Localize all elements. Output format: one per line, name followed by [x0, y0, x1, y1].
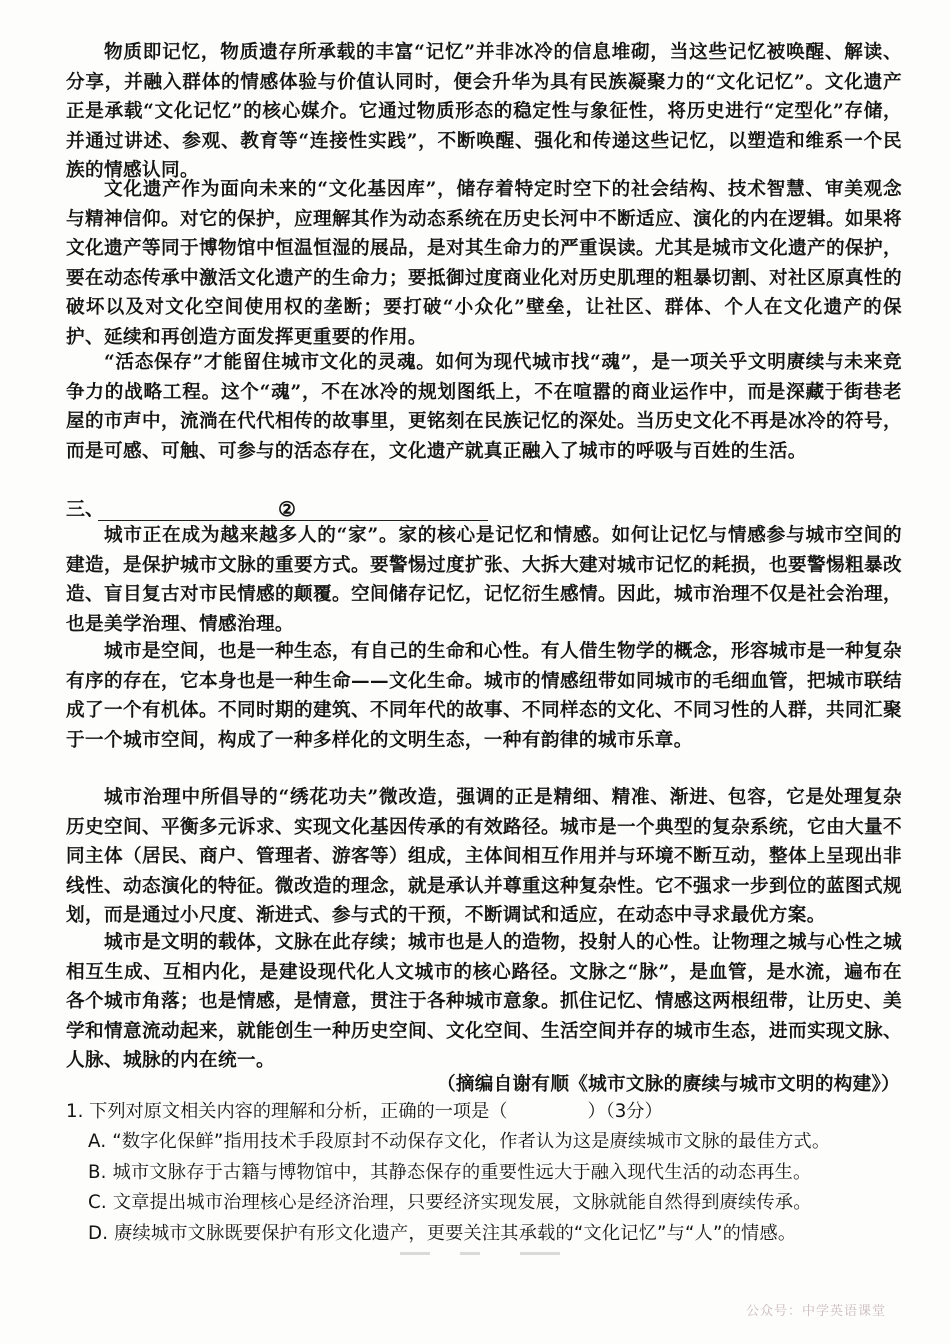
faint-scan-marks: [400, 1250, 600, 1258]
paragraph-2: 文化遗产作为面向未来的“文化基因库”，储存着特定时空下的社会结构、技术智慧、审美观念与精神信仰。对它的保护，应理解其作为动态系统在历史长河中不断适应、演化的内在逻辑。如果将文化遗产等同于博物馆中恒温恒湿的展品，是对其生命力的严重误读。尤其是城市文化遗产的保护，要在动态传承中激活文化遗产的生命力；要抵御过度商业化对历史肌理的粗暴切割、对社区原真性的破坏以及对文化空间使用权的垄断；要打破“小众化”壁垒，让社区、群体、个人在文化遗产的保护、延续和再创造方面发挥更重要的作用。: [66, 179, 902, 348]
paragraph-5: 城市是空间，也是一种生态，有自己的生命和心性。有人借生物学的概念，形容城市是一种复杂有序的存在，它本身也是一种生命——文化生命。城市的情感纽带如同城市的毛细血管，把城市联结成了一个有机体。不同时期的建筑、不同年代的故事、不同样态的文化、不同习性的人群，共同汇聚于一个城市空间，构成了一种多样化的文明生态，一种有韵律的城市乐章。: [66, 641, 902, 751]
paragraph-6: 城市治理中所倡导的“绣花功夫”微改造，强调的正是精细、精准、渐进、包容，它是处理复杂历史空间、平衡多元诉求、实现文化基因传承的有效路径。城市是一个典型的复杂系统，它由大量不同主体（居民、商户、管理者、游客等）组成，主体间相互作用并与环境不断互动，整体上呈现出非线性、动态演化的特征。微改造的理念，就是承认并尊重这种复杂性。它不强求一步到位的蓝图式规划，而是通过小尺度、渐进式、参与式的干预，不断调试和适应，在动态中寻求最优方案。: [66, 787, 902, 927]
question-score: ）（3分）: [587, 1101, 663, 1122]
question-stem-text: 1. 下列对原文相关内容的理解和分析，正确的一项是（: [66, 1101, 508, 1122]
section-number: 三、: [66, 498, 105, 520]
paragraph-4: 城市正在成为越来越多人的“家”。家的核心是记忆和情感。如何让记忆与情感参与城市空间的建造，是保护城市文脉的重要方式。要警惕过度扩张、大拆大建对城市记忆的耗损，也要警惕粗暴改造、盲目复古对市民情感的颠覆。空间储存记忆，记忆衍生感情。因此，城市治理不仅是社会治理，也是美学治理、情感治理。: [66, 525, 902, 635]
section-heading: [66, 494, 486, 524]
paragraph-7: 城市是文明的载体，文脉在此存续；城市也是人的造物，投射人的心性。让物理之城与心性之城相互生成、互相内化，是建设现代化人文城市的核心路径。文脉之“脉”，是血管，是水流，遍布在各个城市角落；也是情感，是情意，贯注于各种城市意象。抓住记忆、情感这两根纽带，让历史、美学和情意流动起来，就能创生一种历史空间、文化空间、生活空间并存的城市生态，进而实现文脉、人脉、城脉的内在统一。: [66, 932, 902, 1072]
question-stem: [66, 1097, 916, 1127]
option-b[interactable]: B. 城市文脉存于古籍与博物馆中，其静态保存的重要性远大于融入现代生活的动态再生。: [88, 1161, 812, 1183]
watermark-text: 公众号：中学英语课堂: [745, 1304, 886, 1319]
option-a[interactable]: A. “数字化保鲜”指用技术手段原封不动保存文化，作者认为这是赓续城市文脉的最佳方式。: [88, 1131, 831, 1152]
paragraph-3: “活态保存”才能留住城市文化的灵魂。如何为现代城市找“魂”，是一项关乎文明赓续与未来竞争力的战略工程。这个“魂”，不在冰冷的规划图纸上，不在喧嚣的商业运作中，而是深藏于街巷老屋的市声中，流淌在代代相传的故事里，更铭刻在民族记忆的深处。当历史文化不再是冰冷的符号，而是可感、可触、可参与的活态存在，文化遗产就真正融入了城市的呼吸与百姓的生活。: [66, 352, 902, 462]
option-c[interactable]: C. 文章提出城市治理核心是经济治理，只要经济实现发展，文脉就能自然得到赓续传承。: [88, 1192, 812, 1213]
question-1: [66, 1097, 916, 1249]
source-citation: （摘编自谢有顺《城市文脉的赓续与城市文明的构建》）: [436, 1074, 900, 1095]
option-d[interactable]: D. 赓续城市文脉既要保护有形文化遗产，更要关注其承载的“文化记忆”与“人”的情感。: [88, 1222, 797, 1244]
paragraph-1: 物质即记忆，物质遗存所承载的丰富“记忆”并非冰冷的信息堆砌，当这些记忆被唤醒、解读、分享，并融入群体的情感体验与价值认同时，便会升华为具有民族凝聚力的“文化记忆”。文化遗产正是承载“文化记忆”的核心媒介。它通过物质形态的稳定性与象征性，将历史进行“定型化”存储，并通过讲述、参观、教育等“连接性实践”，不断唤醒、强化和传递这些记忆，以塑造和维系一个民族的情感认同。: [66, 42, 902, 182]
blank-number: ②: [278, 497, 296, 521]
